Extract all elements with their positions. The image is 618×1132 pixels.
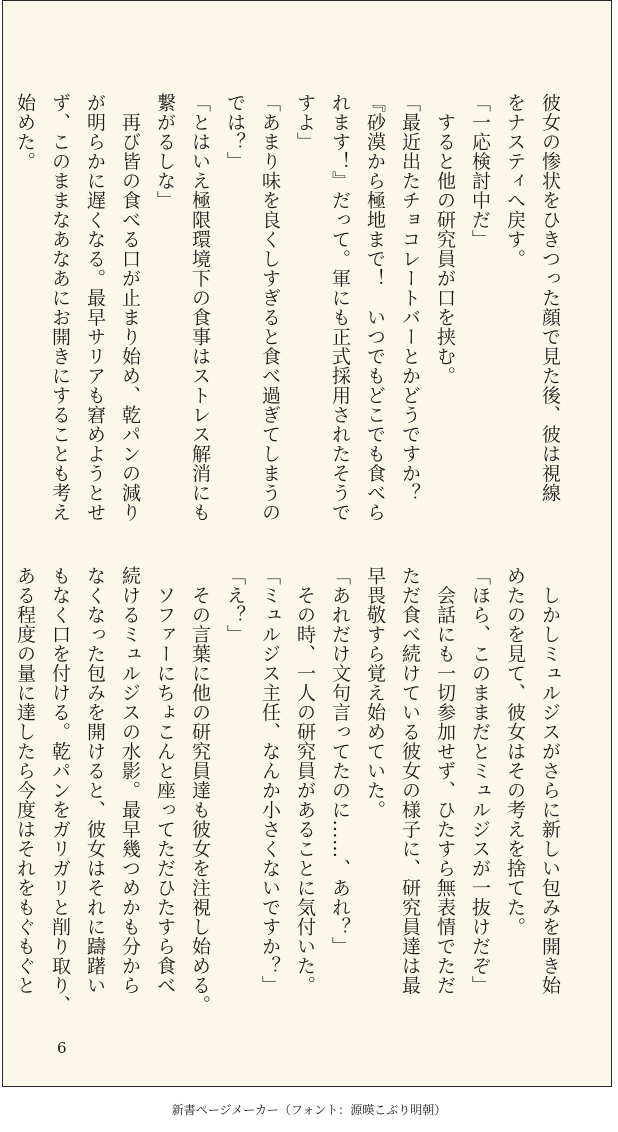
text-line: なくなった包みを開けると、彼女はそれに躊躇い bbox=[84, 566, 106, 995]
text-line: 繋がるしな」 bbox=[154, 93, 176, 210]
text-line: すよ」 bbox=[294, 93, 316, 152]
text-line: 「とはいえ極限環境下の食事はストレス解消にも bbox=[189, 93, 211, 522]
text-line: では？」 bbox=[224, 93, 246, 171]
text-line: 「あまり味を良くしすぎると食べ過ぎてしまうの bbox=[259, 93, 281, 522]
text-line: ソファーにちょこんと座ってただひたすら食べ bbox=[154, 566, 176, 995]
text-line: が明らかに遅くなる。最早サリアも窘めようとせ bbox=[84, 93, 106, 522]
text-line: 「最近出たチョコレートバーとかどうですか？ bbox=[399, 93, 421, 503]
text-block-bottom bbox=[14, 566, 567, 1016]
text-line: ある程度の量に達したら今度はそれをもぐもぐと bbox=[14, 566, 36, 995]
text-line: ず、このままなあなあにお開きにすることも考え bbox=[49, 93, 71, 522]
text-line: 「ミュルジス主任、なんか小さくないですか？」 bbox=[259, 566, 281, 995]
text-line: すると他の研究員が口を挟む。 bbox=[434, 93, 456, 386]
text-line: ただ食べ続けている彼女の様子に、研究員達は最 bbox=[399, 566, 421, 995]
text-line: その時、一人の研究員があることに気付いた。 bbox=[294, 566, 316, 995]
book-page bbox=[2, 0, 612, 1087]
text-line: 「ほら、このままだとミュルジスが一抜けだぞ」 bbox=[469, 566, 491, 995]
text-line: しかしミュルジスがさらに新しい包みを開き始 bbox=[539, 566, 561, 995]
text-line: その言葉に他の研究員達も彼女を注視し始める。 bbox=[189, 566, 211, 1015]
text-line: 「一応検討中だ」 bbox=[469, 93, 491, 249]
text-line: 早畏敬すら覚え始めていた。 bbox=[364, 566, 386, 820]
text-line: れます！』だって。軍にも正式採用されたそうで bbox=[329, 93, 351, 522]
text-line: もなく口を付ける。乾パンをガリガリと削り取り、 bbox=[49, 566, 71, 1015]
text-line: 「え？」 bbox=[224, 566, 246, 644]
text-line: 続けるミュルジスの水影。最早幾つめかも分から bbox=[119, 566, 141, 995]
footer-credit: 新書ページメーカー（フォント：源暎こぶり明朝） bbox=[171, 1103, 447, 1117]
text-line: 始めた。 bbox=[14, 93, 36, 171]
text-line: 「あれだけ文句言ってたのに……、あれ？」 bbox=[329, 566, 351, 956]
text-line: 再び皆の食べる口が止まり始め、乾パンの減り bbox=[119, 93, 141, 522]
text-line: 会話にも一切参加せず、ひたすら無表情でただ bbox=[434, 566, 456, 995]
text-line: 彼女の惨状をひきつった顔で見た後、彼は視線 bbox=[539, 93, 561, 503]
text-line: めたのを見て、彼女はその考えを捨てた。 bbox=[504, 566, 526, 937]
text-line: をナスティへ戻す。 bbox=[504, 93, 526, 269]
page-number: 6 bbox=[57, 1039, 67, 1057]
text-block-top bbox=[14, 93, 567, 538]
text-line: 『砂漠から極地まで！ いつでもどこでも食べら bbox=[364, 93, 386, 522]
